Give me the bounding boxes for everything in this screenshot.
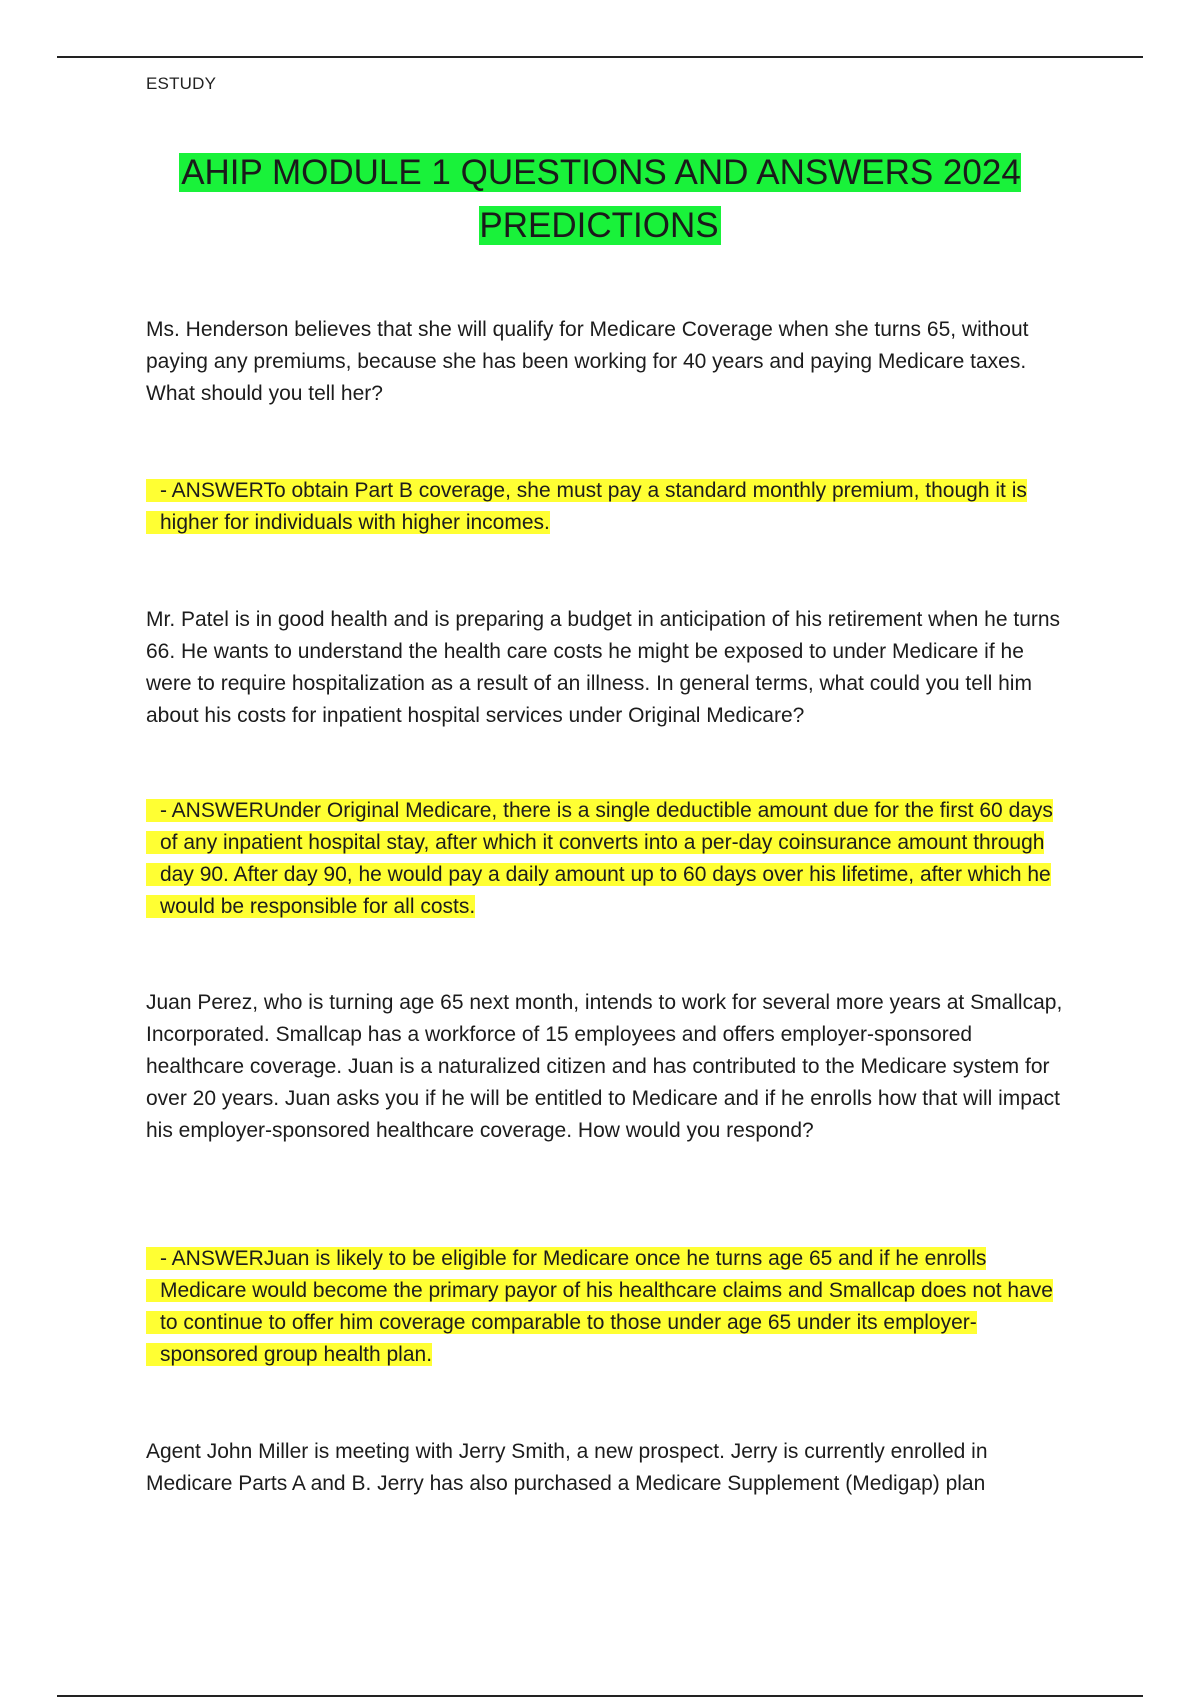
bottom-rule (57, 1695, 1143, 1697)
page-title (100, 146, 1100, 252)
answer-2 (146, 795, 1071, 923)
answer-1 (146, 475, 1071, 539)
answer-1-text: - ANSWERTo obtain Part B coverage, she must pay a standard monthly premium, though it is higher for individuals with higher incomes. (146, 479, 1027, 534)
top-rule (57, 56, 1143, 58)
answer-3 (146, 1243, 1071, 1371)
title-text: AHIP MODULE 1 QUESTIONS AND ANSWERS 2024 PREDICTIONS (181, 153, 1021, 245)
question-1: Ms. Henderson believes that she will qualify for Medicare Coverage when she turns 65, without paying any premiums, because she has been working for 40 years and paying Medicare taxes. What should you tell her? (146, 318, 1029, 405)
answer-2-text: - ANSWERUnder Original Medicare, there is a single deductible amount due for the first 60 days of any inpatient hospital stay, after which it converts into a per-day coinsurance amount through day 90. After day 90, he would pay a daily amount up to 60 days over his lifetime, after which he would be responsible for all costs. (146, 799, 1053, 918)
question-4: Agent John Miller is meeting with Jerry Smith, a new prospect. Jerry is currently enrolled in Medicare Parts A and B. Jerry has also purchased a Medicare Supplement (Medigap) plan (146, 1440, 988, 1495)
question-2: Mr. Patel is in good health and is preparing a budget in anticipation of his retirement when he turns 66. He wants to understand the health care costs he might be exposed to under Medicare if he were to require hospitalization as a result of an illness. In general terms, what could you tell him about his costs for inpatient hospital services under Original Medicare? (146, 608, 1061, 727)
header-label: ESTUDY (146, 74, 217, 93)
answer-3-text: - ANSWERJuan is likely to be eligible for Medicare once he turns age 65 and if he enrolls Medicare would become the primary payor of his healthcare claims and Smallcap does not have to continue to offer him coverage comparable to those under age 65 under its employer-sponsored group health plan. (146, 1247, 1053, 1366)
question-3: Juan Perez, who is turning age 65 next month, intends to work for several more years at Smallcap, Incorporated. Smallcap has a workforce of 15 employees and offers employer-sponsored healthcare coverage. Juan is a naturalized citizen and has contributed to the Medicare system for over 20 years. Juan asks you if he will be entitled to Medicare and if he enrolls how that will impact his employer-sponsored healthcare coverage. How would you respond? (146, 991, 1063, 1142)
